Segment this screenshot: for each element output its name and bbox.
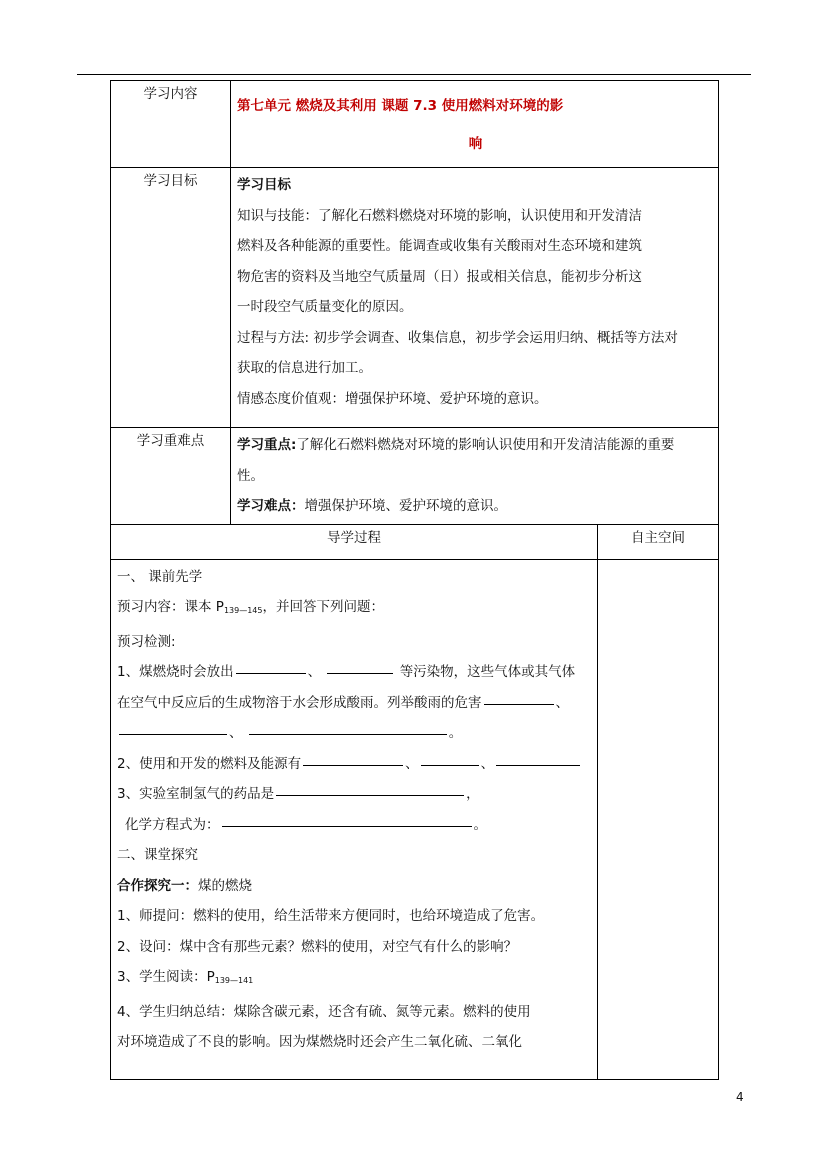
col-self-header: 自主空间 — [598, 524, 719, 559]
difficult-point-line — [237, 491, 712, 522]
q1-end: 。 — [448, 725, 463, 741]
goal-line: 一时段空气质量变化的原因。 — [237, 299, 413, 315]
inquiry-title: 合作探究一： — [117, 877, 198, 894]
lesson-title-line2: 响 — [468, 136, 483, 152]
goal-line: 获取的信息进行加工。 — [237, 360, 372, 376]
preview-text-end: ，并回答下列问题： — [262, 599, 384, 615]
inquiry-line — [117, 871, 593, 902]
row-process-header — [111, 524, 719, 559]
q4-end: 。 — [473, 816, 487, 833]
row-keypoints — [111, 428, 719, 525]
lesson-title-line1: 第七单元 燃烧及其利用 课题 7.3 使用燃料对环境的影 — [237, 98, 564, 114]
q2-sep: 、 — [405, 755, 419, 772]
q3-line — [117, 779, 593, 810]
key-point-text: 了解化石燃料燃烧对环境的影响认识使用和开发清洁能源的重要 — [296, 437, 675, 453]
q4-line — [117, 810, 593, 841]
header-rule — [77, 74, 751, 75]
goal-line: 情感态度价值观：增强保护环境、爱护环境的意识。 — [237, 390, 548, 407]
difficult-point-title: 学习难点： — [237, 498, 305, 514]
key-point-title: 学习重点: — [237, 437, 297, 453]
q1-line3 — [117, 718, 593, 749]
check-line: 预习检测: — [117, 633, 176, 650]
label-content: 学习内容 — [111, 81, 231, 168]
answer-blank[interactable] — [327, 672, 393, 674]
row-content — [111, 81, 719, 168]
page-number: 4 — [736, 1090, 744, 1104]
goal-line: 知识与技能：了解化石燃料燃烧对环境的影响，认识使用和开发清洁 — [237, 207, 642, 224]
q3-text: 3、实验室制氢气的药品是 — [117, 786, 275, 802]
inquiry-text: 煤的燃烧 — [198, 877, 252, 894]
goals-content — [231, 168, 719, 428]
goal-line: 燃料及各种能源的重要性。能调查或收集有关酸雨对生态环境和建筑 — [237, 238, 642, 254]
label-keypoints: 学习重难点 — [111, 428, 231, 525]
preview-pages: 139—145 — [223, 606, 263, 615]
inquiry-step-3-pages: 139—141 — [214, 976, 254, 985]
q2-sep2: 、 — [480, 755, 495, 772]
inquiry-step-3-text: 3、学生阅读：P — [117, 969, 215, 985]
answer-blank[interactable] — [119, 733, 227, 735]
lesson-table — [110, 80, 719, 1080]
row-goals — [111, 168, 719, 428]
inquiry-step-1: 1、师提问：燃料的使用，给生活带来方便同时，也给环境造成了危害。 — [117, 908, 545, 924]
preview-text: 预习内容：课本 P — [117, 599, 224, 615]
lesson-title — [231, 81, 719, 168]
inquiry-step-4-cont: 对环境造成了不良的影响。因为煤燃烧时还会产生二氧化硫、二氧化 — [117, 1034, 522, 1050]
preview-line — [117, 592, 593, 627]
q2-text: 2、使用和开发的燃料及能源有 — [117, 755, 302, 772]
difficult-point-text: 增强保护环境、爱护环境的意识。 — [304, 498, 507, 514]
section1-title: 一、 课前先学 — [117, 568, 203, 585]
row-process-body — [111, 559, 719, 1079]
q3-sep: ， — [466, 786, 480, 802]
goal-line: 过程与方法: 初步学会调查、收集信息，初步学会运用归纳、概括等方法对 — [237, 329, 678, 346]
goal-line: 物危害的资料及当地空气质量周（日）报或相关信息，能初步分析这 — [237, 268, 642, 285]
col-guide-header: 导学过程 — [111, 524, 598, 559]
key-point-line2: 性。 — [237, 467, 264, 484]
inquiry-step-3 — [117, 962, 593, 997]
q1-line — [117, 657, 593, 688]
process-content — [111, 559, 598, 1079]
q4-text: 化学方程式为： — [125, 816, 220, 833]
goals-heading: 学习目标 — [237, 177, 291, 193]
answer-blank[interactable] — [484, 703, 554, 705]
inquiry-step-4: 4、学生归纳总结：煤除含碳元素，还含有硫、氮等元素。燃料的使用 — [117, 1003, 531, 1020]
label-goals: 学习目标 — [111, 168, 231, 428]
answer-blank[interactable] — [421, 764, 479, 766]
answer-blank[interactable] — [249, 733, 447, 735]
q1-text-cont: 等污染物，这些气体或其气体 — [399, 664, 576, 680]
q1-sep3: 、 — [229, 725, 243, 741]
q1-sep: 、 — [307, 664, 322, 680]
q1-text: 1、煤燃烧时会放出 — [117, 664, 234, 680]
inquiry-step-2: 2、设问：煤中含有那些元素？燃料的使用，对空气有什么的影响？ — [117, 938, 518, 955]
answer-blank[interactable] — [276, 794, 464, 796]
q1-sep2: 、 — [555, 694, 569, 711]
answer-blank[interactable] — [496, 764, 580, 766]
q1-line2 — [117, 688, 593, 719]
section2-title: 二、课堂探究 — [117, 847, 198, 863]
answer-blank[interactable] — [222, 825, 472, 827]
q1-text-acid: 在空气中反应后的生成物溶于水会形成酸雨。列举酸雨的危害 — [117, 694, 482, 711]
key-point-line — [237, 430, 712, 461]
keypoints-content — [231, 428, 719, 525]
answer-blank[interactable] — [303, 764, 403, 766]
answer-blank[interactable] — [236, 672, 306, 674]
q2-line — [117, 749, 593, 780]
self-study-space[interactable] — [598, 559, 719, 1079]
